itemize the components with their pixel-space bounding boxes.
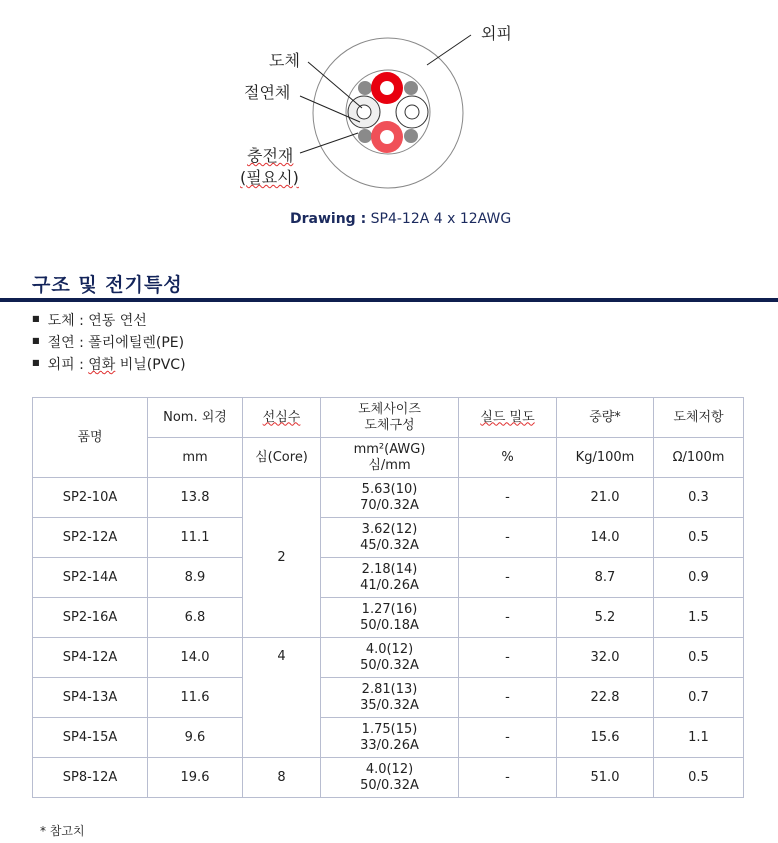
- cell-shield: -: [459, 478, 557, 518]
- cell-od: 11.1: [148, 518, 243, 558]
- cell-resistance: 0.9: [654, 558, 744, 598]
- cell-resistance: 0.5: [654, 758, 744, 798]
- table-header-row: [33, 398, 744, 438]
- label-filler-note: (필요시): [240, 168, 299, 187]
- unit-size: mm²(AWG) 심/mm: [321, 438, 459, 478]
- cell-size: 3.62(12) 45/0.32A: [321, 518, 459, 558]
- table-row: [33, 678, 744, 718]
- spec-list: [32, 310, 186, 376]
- cell-name: SP2-10A: [33, 478, 148, 518]
- table-row: [33, 718, 744, 758]
- cell-size: 2.18(14) 41/0.26A: [321, 558, 459, 598]
- cell-cores: 8: [243, 758, 321, 798]
- unit-od: mm: [148, 438, 243, 478]
- cell-name: SP4-15A: [33, 718, 148, 758]
- cell-weight: 8.7: [557, 558, 654, 598]
- section-divider: [0, 298, 778, 302]
- cell-shield: -: [459, 638, 557, 678]
- section-title: 구조 및 전기특성: [32, 274, 183, 296]
- cable-cross-section-drawing: [0, 0, 778, 200]
- cell-weight: 21.0: [557, 478, 654, 518]
- table-row: [33, 638, 744, 678]
- cell-shield: -: [459, 678, 557, 718]
- cell-od: 13.8: [148, 478, 243, 518]
- unit-weight: Kg/100m: [557, 438, 654, 478]
- cell-weight: 32.0: [557, 638, 654, 678]
- label-insulation: 절연체: [244, 83, 291, 102]
- unit-cores: 심(Core): [243, 438, 321, 478]
- cell-name: SP4-13A: [33, 678, 148, 718]
- table-row: [33, 478, 744, 518]
- header-resistance: 도체저항: [654, 398, 744, 438]
- cell-name: SP2-14A: [33, 558, 148, 598]
- cell-name: SP8-12A: [33, 758, 148, 798]
- table-row: [33, 758, 744, 798]
- label-sheath: 외피: [481, 24, 512, 43]
- cell-weight: 51.0: [557, 758, 654, 798]
- unit-shield: %: [459, 438, 557, 478]
- list-item: ■ 도체 : 연동 연선: [32, 310, 186, 332]
- header-shield: 실드 밀도: [459, 398, 557, 438]
- table-row: [33, 518, 744, 558]
- cell-cores: 2: [243, 478, 321, 638]
- cell-od: 14.0: [148, 638, 243, 678]
- cell-size: 4.0(12) 50/0.32A: [321, 758, 459, 798]
- spec-table: [32, 397, 744, 798]
- cell-od: 8.9: [148, 558, 243, 598]
- cell-shield: -: [459, 718, 557, 758]
- cell-resistance: 0.7: [654, 678, 744, 718]
- header-od: Nom. 외경: [148, 398, 243, 438]
- cell-od: 6.8: [148, 598, 243, 638]
- header-size: 도체사이즈 도체구성: [321, 398, 459, 438]
- cell-shield: -: [459, 598, 557, 638]
- drawing-caption: [290, 211, 511, 227]
- header-name: 품명: [33, 398, 148, 478]
- cell-weight: 22.8: [557, 678, 654, 718]
- label-filler: 충전재: [247, 146, 294, 165]
- cell-resistance: 1.5: [654, 598, 744, 638]
- unit-resistance: Ω/100m: [654, 438, 744, 478]
- cell-od: 19.6: [148, 758, 243, 798]
- cell-resistance: 1.1: [654, 718, 744, 758]
- cell-cores: 4: [243, 638, 321, 758]
- table-row: [33, 598, 744, 638]
- cell-size: 1.27(16) 50/0.18A: [321, 598, 459, 638]
- header-weight: 중량*: [557, 398, 654, 438]
- list-item: ■ 외피 : 염화 비닐(PVC): [32, 354, 186, 376]
- cell-resistance: 0.5: [654, 518, 744, 558]
- list-item: ■ 절연 : 폴리에틸렌(PE): [32, 332, 186, 354]
- cell-od: 11.6: [148, 678, 243, 718]
- cell-size: 1.75(15) 33/0.26A: [321, 718, 459, 758]
- cell-name: SP2-16A: [33, 598, 148, 638]
- cell-shield: -: [459, 518, 557, 558]
- cell-size: 5.63(10) 70/0.32A: [321, 478, 459, 518]
- cell-resistance: 0.3: [654, 478, 744, 518]
- cell-size: 4.0(12) 50/0.32A: [321, 638, 459, 678]
- cell-od: 9.6: [148, 718, 243, 758]
- cell-weight: 15.6: [557, 718, 654, 758]
- cell-weight: 14.0: [557, 518, 654, 558]
- header-cores: 선심수: [243, 398, 321, 438]
- caption-model: SP4-12A 4 x 12AWG: [370, 211, 512, 227]
- caption-prefix: Drawing :: [290, 211, 367, 227]
- cell-weight: 5.2: [557, 598, 654, 638]
- cell-shield: -: [459, 558, 557, 598]
- cell-name: SP4-12A: [33, 638, 148, 678]
- table-row: [33, 558, 744, 598]
- footnote: * 참고치: [40, 824, 85, 838]
- label-conductor: 도체: [269, 51, 300, 70]
- cell-resistance: 0.5: [654, 638, 744, 678]
- cell-name: SP2-12A: [33, 518, 148, 558]
- cell-shield: -: [459, 758, 557, 798]
- cell-size: 2.81(13) 35/0.32A: [321, 678, 459, 718]
